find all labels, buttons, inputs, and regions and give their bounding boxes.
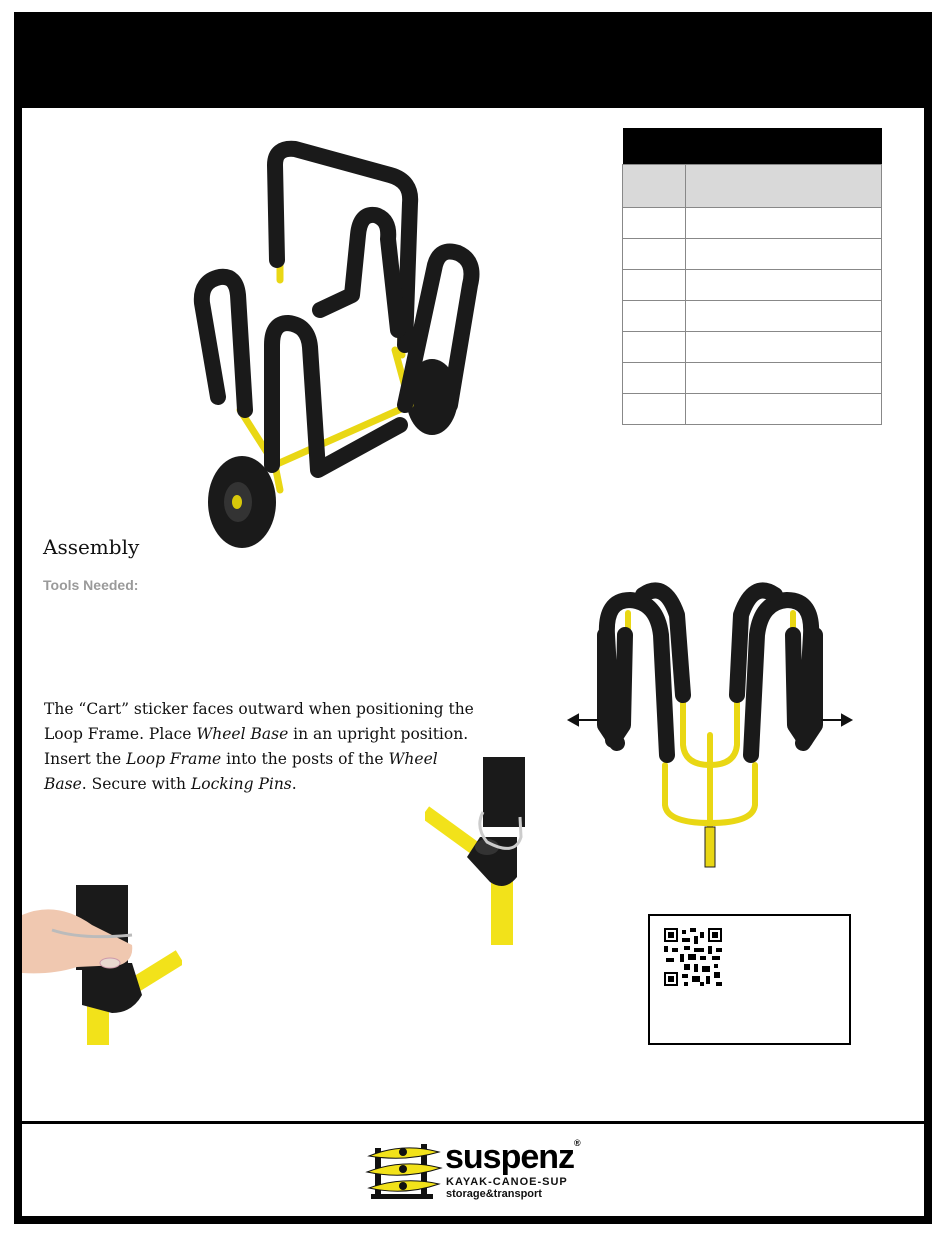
table-row [623, 331, 882, 362]
table-row [623, 300, 882, 331]
table-row [623, 362, 882, 393]
table-row [623, 269, 882, 300]
table-row [623, 207, 882, 238]
assembly-heading: Assembly [43, 535, 140, 559]
logo-tagline-2: storage&transport [446, 1188, 542, 1200]
parts-table-title-row [623, 128, 882, 164]
loop-frame-illustration [565, 575, 855, 875]
footer-divider [22, 1121, 926, 1124]
cart-illustration [180, 135, 500, 555]
header-bar [14, 12, 932, 108]
loop-frame-term: Loop Frame [126, 750, 222, 768]
parts-table-header-row [623, 164, 882, 207]
instr-text-5: . [291, 775, 297, 793]
wheel-base-term-2: Wheel Base [44, 750, 438, 793]
suspenz-logo [365, 1140, 605, 1202]
instr-text-3: into the posts of the [221, 750, 389, 768]
logo-brand-text [445, 1138, 580, 1177]
assembly-instructions [44, 697, 484, 797]
instr-text-4: . Secure with [81, 775, 191, 793]
logo-brand: suspenz [445, 1138, 575, 1176]
pin-detail-illustration [425, 757, 530, 947]
table-row [623, 238, 882, 269]
instr-text-1: The “Cart” sticker faces outward when positioning the Loop Frame. Place [44, 700, 474, 743]
table-row [623, 393, 882, 424]
wheel-base-term: Wheel Base [196, 725, 289, 743]
logo-tagline-1: KAYAK-CANOE-SUP [446, 1176, 568, 1188]
logo-mark-icon [365, 1140, 443, 1202]
qr-code-box [648, 914, 851, 1045]
instr-text-2: in an upright position. Insert the [44, 725, 469, 768]
locking-pins-term: Locking Pins [190, 775, 292, 793]
hand-pin-illustration [22, 885, 182, 1045]
qr-code[interactable] [664, 928, 722, 986]
parts-table [622, 128, 882, 425]
logo-reg-mark: ® [574, 1138, 580, 1148]
tools-needed-label: Tools Needed: [43, 577, 139, 593]
